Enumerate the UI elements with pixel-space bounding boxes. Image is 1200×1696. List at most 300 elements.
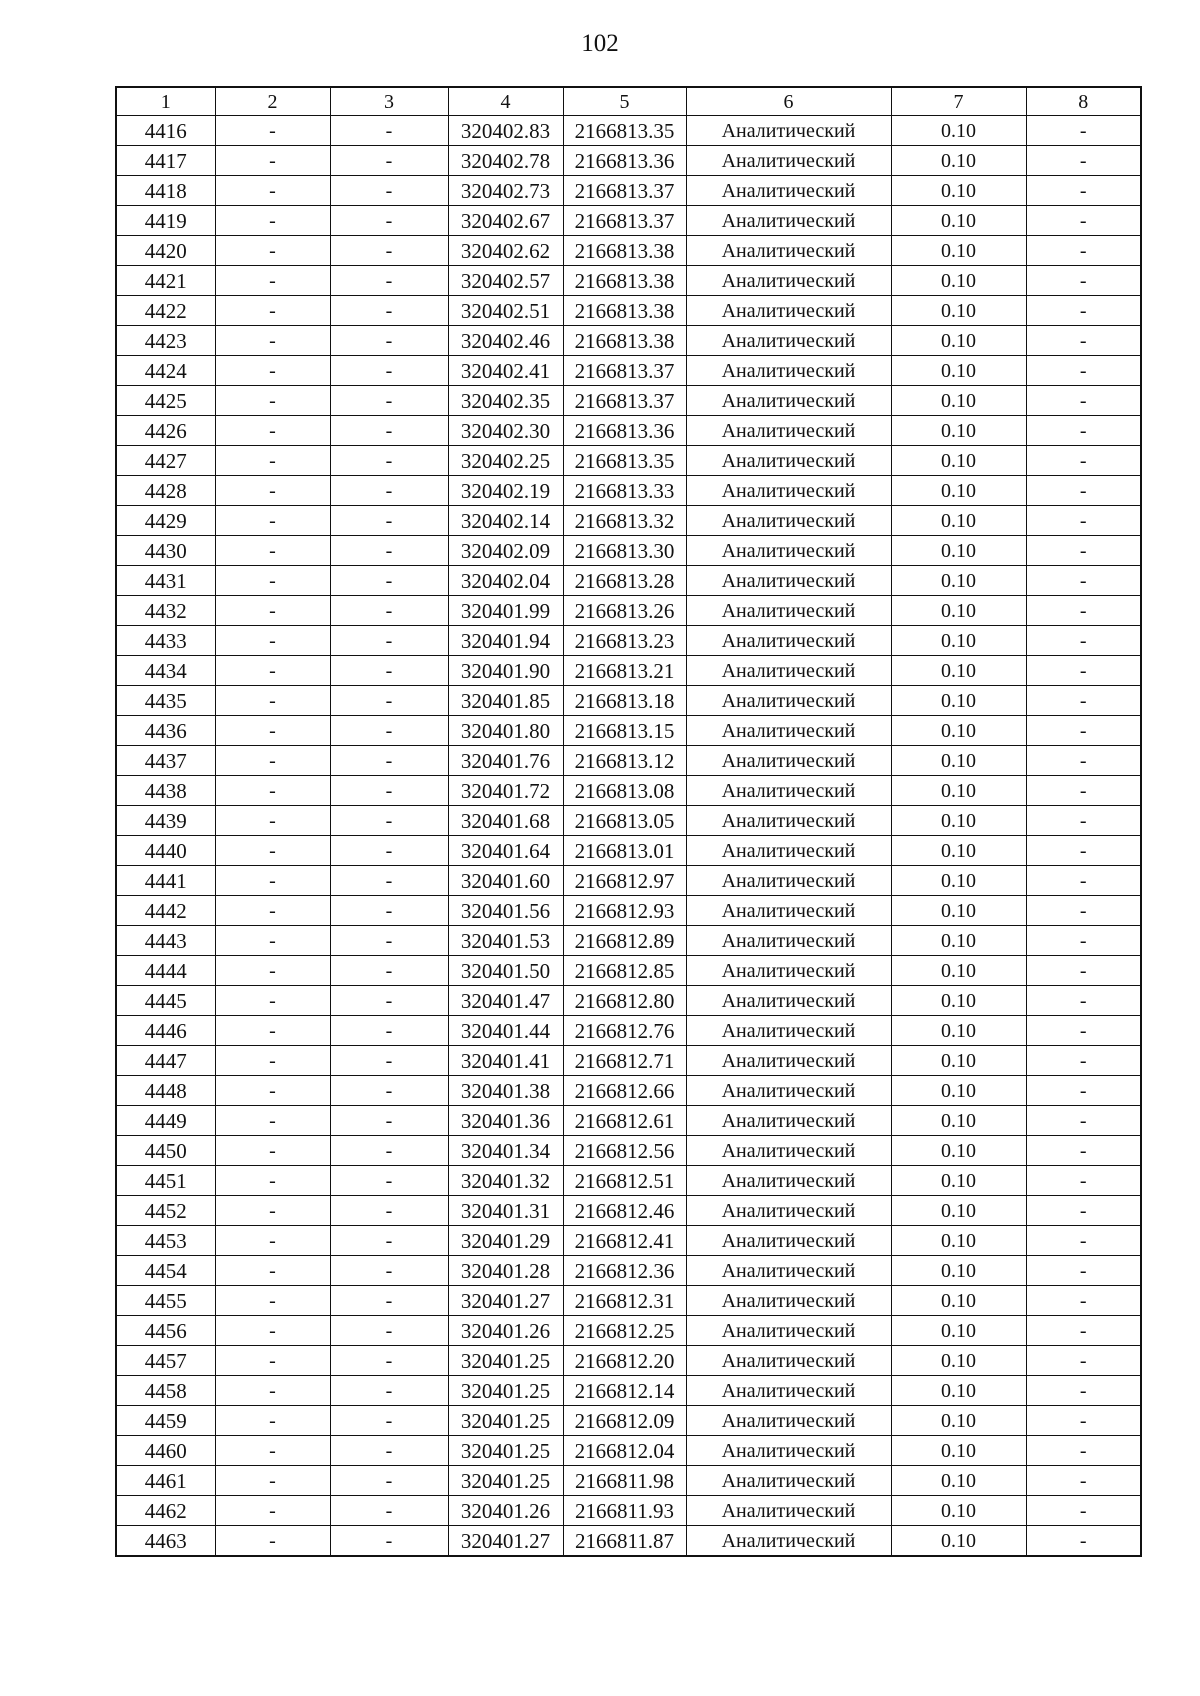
x-coordinate-cell: 320401.36 bbox=[448, 1106, 563, 1136]
x-coordinate-cell: 320401.60 bbox=[448, 866, 563, 896]
col-2-cell: - bbox=[215, 536, 330, 566]
table-row bbox=[116, 1106, 1141, 1136]
column-header-2: 2 bbox=[215, 87, 330, 116]
col-3-cell: - bbox=[330, 776, 448, 806]
page-number: 102 bbox=[581, 30, 619, 57]
col-8-cell: - bbox=[1026, 806, 1141, 836]
x-coordinate-cell: 320402.04 bbox=[448, 566, 563, 596]
point-number-cell: 4453 bbox=[116, 1226, 215, 1256]
col-8-cell: - bbox=[1026, 566, 1141, 596]
x-coordinate-cell: 320401.53 bbox=[448, 926, 563, 956]
x-coordinate-cell: 320401.27 bbox=[448, 1526, 563, 1557]
col-8-cell: - bbox=[1026, 176, 1141, 206]
table-row bbox=[116, 1346, 1141, 1376]
method-cell: Аналитический bbox=[686, 926, 891, 956]
method-cell: Аналитический bbox=[686, 1196, 891, 1226]
table-row bbox=[116, 506, 1141, 536]
y-coordinate-cell: 2166813.33 bbox=[563, 476, 686, 506]
table-row bbox=[116, 1196, 1141, 1226]
col-2-cell: - bbox=[215, 1286, 330, 1316]
col-8-cell: - bbox=[1026, 1286, 1141, 1316]
y-coordinate-cell: 2166813.38 bbox=[563, 266, 686, 296]
col-2-cell: - bbox=[215, 116, 330, 146]
col-3-cell: - bbox=[330, 1226, 448, 1256]
table-row bbox=[116, 896, 1141, 926]
point-number-cell: 4429 bbox=[116, 506, 215, 536]
col-2-cell: - bbox=[215, 1406, 330, 1436]
accuracy-cell: 0.10 bbox=[891, 746, 1026, 776]
x-coordinate-cell: 320401.28 bbox=[448, 1256, 563, 1286]
accuracy-cell: 0.10 bbox=[891, 596, 1026, 626]
method-cell: Аналитический bbox=[686, 356, 891, 386]
col-8-cell: - bbox=[1026, 686, 1141, 716]
point-number-cell: 4463 bbox=[116, 1526, 215, 1557]
column-header-7: 7 bbox=[891, 87, 1026, 116]
y-coordinate-cell: 2166813.35 bbox=[563, 116, 686, 146]
col-3-cell: - bbox=[330, 1046, 448, 1076]
col-3-cell: - bbox=[330, 926, 448, 956]
col-3-cell: - bbox=[330, 1376, 448, 1406]
point-number-cell: 4440 bbox=[116, 836, 215, 866]
col-8-cell: - bbox=[1026, 1076, 1141, 1106]
y-coordinate-cell: 2166813.05 bbox=[563, 806, 686, 836]
point-number-cell: 4445 bbox=[116, 986, 215, 1016]
method-cell: Аналитический bbox=[686, 1136, 891, 1166]
y-coordinate-cell: 2166813.38 bbox=[563, 296, 686, 326]
method-cell: Аналитический bbox=[686, 416, 891, 446]
x-coordinate-cell: 320401.85 bbox=[448, 686, 563, 716]
col-2-cell: - bbox=[215, 656, 330, 686]
y-coordinate-cell: 2166813.36 bbox=[563, 416, 686, 446]
accuracy-cell: 0.10 bbox=[891, 116, 1026, 146]
col-2-cell: - bbox=[215, 1046, 330, 1076]
y-coordinate-cell: 2166813.35 bbox=[563, 446, 686, 476]
table-row bbox=[116, 1076, 1141, 1106]
y-coordinate-cell: 2166811.93 bbox=[563, 1496, 686, 1526]
col-3-cell: - bbox=[330, 326, 448, 356]
method-cell: Аналитический bbox=[686, 626, 891, 656]
col-2-cell: - bbox=[215, 356, 330, 386]
col-2-cell: - bbox=[215, 1346, 330, 1376]
method-cell: Аналитический bbox=[686, 176, 891, 206]
col-3-cell: - bbox=[330, 296, 448, 326]
col-2-cell: - bbox=[215, 896, 330, 926]
method-cell: Аналитический bbox=[686, 956, 891, 986]
col-2-cell: - bbox=[215, 1166, 330, 1196]
col-8-cell: - bbox=[1026, 266, 1141, 296]
table-row bbox=[116, 446, 1141, 476]
method-cell: Аналитический bbox=[686, 1436, 891, 1466]
col-3-cell: - bbox=[330, 986, 448, 1016]
table-body bbox=[116, 116, 1141, 1557]
y-coordinate-cell: 2166812.36 bbox=[563, 1256, 686, 1286]
x-coordinate-cell: 320401.47 bbox=[448, 986, 563, 1016]
col-8-cell: - bbox=[1026, 986, 1141, 1016]
col-3-cell: - bbox=[330, 1256, 448, 1286]
point-number-cell: 4428 bbox=[116, 476, 215, 506]
col-3-cell: - bbox=[330, 836, 448, 866]
method-cell: Аналитический bbox=[686, 236, 891, 266]
table-row bbox=[116, 776, 1141, 806]
table-row bbox=[116, 986, 1141, 1016]
table-row bbox=[116, 1376, 1141, 1406]
method-cell: Аналитический bbox=[686, 776, 891, 806]
col-8-cell: - bbox=[1026, 1526, 1141, 1557]
table-row bbox=[116, 1136, 1141, 1166]
col-8-cell: - bbox=[1026, 416, 1141, 446]
point-number-cell: 4461 bbox=[116, 1466, 215, 1496]
x-coordinate-cell: 320401.99 bbox=[448, 596, 563, 626]
col-2-cell: - bbox=[215, 1466, 330, 1496]
col-3-cell: - bbox=[330, 1016, 448, 1046]
point-number-cell: 4417 bbox=[116, 146, 215, 176]
col-2-cell: - bbox=[215, 266, 330, 296]
table-row bbox=[116, 236, 1141, 266]
col-8-cell: - bbox=[1026, 1106, 1141, 1136]
point-number-cell: 4433 bbox=[116, 626, 215, 656]
col-3-cell: - bbox=[330, 1406, 448, 1436]
col-3-cell: - bbox=[330, 206, 448, 236]
accuracy-cell: 0.10 bbox=[891, 956, 1026, 986]
col-3-cell: - bbox=[330, 1466, 448, 1496]
method-cell: Аналитический bbox=[686, 206, 891, 236]
col-3-cell: - bbox=[330, 566, 448, 596]
col-8-cell: - bbox=[1026, 116, 1141, 146]
accuracy-cell: 0.10 bbox=[891, 986, 1026, 1016]
table-row bbox=[116, 836, 1141, 866]
table-row bbox=[116, 176, 1141, 206]
accuracy-cell: 0.10 bbox=[891, 686, 1026, 716]
point-number-cell: 4449 bbox=[116, 1106, 215, 1136]
y-coordinate-cell: 2166813.18 bbox=[563, 686, 686, 716]
col-3-cell: - bbox=[330, 716, 448, 746]
table-row bbox=[116, 206, 1141, 236]
y-coordinate-cell: 2166813.37 bbox=[563, 386, 686, 416]
accuracy-cell: 0.10 bbox=[891, 206, 1026, 236]
x-coordinate-cell: 320401.50 bbox=[448, 956, 563, 986]
col-3-cell: - bbox=[330, 1346, 448, 1376]
col-3-cell: - bbox=[330, 116, 448, 146]
y-coordinate-cell: 2166812.61 bbox=[563, 1106, 686, 1136]
y-coordinate-cell: 2166811.98 bbox=[563, 1466, 686, 1496]
col-3-cell: - bbox=[330, 806, 448, 836]
x-coordinate-cell: 320402.83 bbox=[448, 116, 563, 146]
col-8-cell: - bbox=[1026, 386, 1141, 416]
col-3-cell: - bbox=[330, 536, 448, 566]
point-number-cell: 4448 bbox=[116, 1076, 215, 1106]
point-number-cell: 4457 bbox=[116, 1346, 215, 1376]
table-row bbox=[116, 1226, 1141, 1256]
point-number-cell: 4418 bbox=[116, 176, 215, 206]
y-coordinate-cell: 2166813.38 bbox=[563, 236, 686, 266]
method-cell: Аналитический bbox=[686, 116, 891, 146]
col-2-cell: - bbox=[215, 566, 330, 596]
y-coordinate-cell: 2166813.01 bbox=[563, 836, 686, 866]
y-coordinate-cell: 2166812.04 bbox=[563, 1436, 686, 1466]
point-number-cell: 4436 bbox=[116, 716, 215, 746]
accuracy-cell: 0.10 bbox=[891, 146, 1026, 176]
col-8-cell: - bbox=[1026, 836, 1141, 866]
point-number-cell: 4450 bbox=[116, 1136, 215, 1166]
col-3-cell: - bbox=[330, 896, 448, 926]
point-number-cell: 4419 bbox=[116, 206, 215, 236]
table-row bbox=[116, 806, 1141, 836]
col-3-cell: - bbox=[330, 1196, 448, 1226]
col-8-cell: - bbox=[1026, 296, 1141, 326]
method-cell: Аналитический bbox=[686, 896, 891, 926]
col-8-cell: - bbox=[1026, 1376, 1141, 1406]
column-header-4: 4 bbox=[448, 87, 563, 116]
col-3-cell: - bbox=[330, 146, 448, 176]
col-8-cell: - bbox=[1026, 236, 1141, 266]
col-3-cell: - bbox=[330, 1106, 448, 1136]
x-coordinate-cell: 320401.44 bbox=[448, 1016, 563, 1046]
table-row bbox=[116, 596, 1141, 626]
method-cell: Аналитический bbox=[686, 1256, 891, 1286]
y-coordinate-cell: 2166812.93 bbox=[563, 896, 686, 926]
point-number-cell: 4426 bbox=[116, 416, 215, 446]
col-2-cell: - bbox=[215, 476, 330, 506]
table-row bbox=[116, 686, 1141, 716]
table-row bbox=[116, 386, 1141, 416]
method-cell: Аналитический bbox=[686, 1376, 891, 1406]
y-coordinate-cell: 2166813.21 bbox=[563, 656, 686, 686]
y-coordinate-cell: 2166812.20 bbox=[563, 1346, 686, 1376]
col-2-cell: - bbox=[215, 1496, 330, 1526]
point-number-cell: 4446 bbox=[116, 1016, 215, 1046]
col-3-cell: - bbox=[330, 1286, 448, 1316]
y-coordinate-cell: 2166813.15 bbox=[563, 716, 686, 746]
method-cell: Аналитический bbox=[686, 1526, 891, 1557]
col-3-cell: - bbox=[330, 386, 448, 416]
method-cell: Аналитический bbox=[686, 296, 891, 326]
table-row bbox=[116, 116, 1141, 146]
accuracy-cell: 0.10 bbox=[891, 1526, 1026, 1557]
col-8-cell: - bbox=[1026, 1406, 1141, 1436]
x-coordinate-cell: 320402.09 bbox=[448, 536, 563, 566]
col-8-cell: - bbox=[1026, 896, 1141, 926]
y-coordinate-cell: 2166812.66 bbox=[563, 1076, 686, 1106]
y-coordinate-cell: 2166813.30 bbox=[563, 536, 686, 566]
col-8-cell: - bbox=[1026, 1166, 1141, 1196]
col-8-cell: - bbox=[1026, 536, 1141, 566]
col-8-cell: - bbox=[1026, 1016, 1141, 1046]
table-row bbox=[116, 956, 1141, 986]
col-8-cell: - bbox=[1026, 326, 1141, 356]
x-coordinate-cell: 320402.35 bbox=[448, 386, 563, 416]
col-3-cell: - bbox=[330, 1136, 448, 1166]
table-row bbox=[116, 1316, 1141, 1346]
accuracy-cell: 0.10 bbox=[891, 836, 1026, 866]
col-2-cell: - bbox=[215, 1526, 330, 1557]
col-8-cell: - bbox=[1026, 1196, 1141, 1226]
col-3-cell: - bbox=[330, 236, 448, 266]
method-cell: Аналитический bbox=[686, 656, 891, 686]
x-coordinate-cell: 320401.26 bbox=[448, 1316, 563, 1346]
y-coordinate-cell: 2166813.08 bbox=[563, 776, 686, 806]
table-row bbox=[116, 1406, 1141, 1436]
y-coordinate-cell: 2166813.12 bbox=[563, 746, 686, 776]
col-8-cell: - bbox=[1026, 656, 1141, 686]
method-cell: Аналитический bbox=[686, 1226, 891, 1256]
y-coordinate-cell: 2166813.26 bbox=[563, 596, 686, 626]
column-header-8: 8 bbox=[1026, 87, 1141, 116]
point-number-cell: 4416 bbox=[116, 116, 215, 146]
column-header-6: 6 bbox=[686, 87, 891, 116]
method-cell: Аналитический bbox=[686, 1016, 891, 1046]
x-coordinate-cell: 320402.67 bbox=[448, 206, 563, 236]
accuracy-cell: 0.10 bbox=[891, 476, 1026, 506]
col-8-cell: - bbox=[1026, 1346, 1141, 1376]
accuracy-cell: 0.10 bbox=[891, 1346, 1026, 1376]
accuracy-cell: 0.10 bbox=[891, 1256, 1026, 1286]
table-row bbox=[116, 416, 1141, 446]
method-cell: Аналитический bbox=[686, 1106, 891, 1136]
point-number-cell: 4459 bbox=[116, 1406, 215, 1436]
col-2-cell: - bbox=[215, 1436, 330, 1466]
col-2-cell: - bbox=[215, 1136, 330, 1166]
method-cell: Аналитический bbox=[686, 476, 891, 506]
method-cell: Аналитический bbox=[686, 566, 891, 596]
y-coordinate-cell: 2166812.56 bbox=[563, 1136, 686, 1166]
table-row bbox=[116, 866, 1141, 896]
x-coordinate-cell: 320401.25 bbox=[448, 1346, 563, 1376]
x-coordinate-cell: 320402.19 bbox=[448, 476, 563, 506]
point-number-cell: 4447 bbox=[116, 1046, 215, 1076]
method-cell: Аналитический bbox=[686, 536, 891, 566]
point-number-cell: 4422 bbox=[116, 296, 215, 326]
x-coordinate-cell: 320401.25 bbox=[448, 1466, 563, 1496]
point-number-cell: 4423 bbox=[116, 326, 215, 356]
accuracy-cell: 0.10 bbox=[891, 806, 1026, 836]
table-row bbox=[116, 476, 1141, 506]
table-row bbox=[116, 1286, 1141, 1316]
col-2-cell: - bbox=[215, 1196, 330, 1226]
point-number-cell: 4431 bbox=[116, 566, 215, 596]
method-cell: Аналитический bbox=[686, 1346, 891, 1376]
table-row bbox=[116, 146, 1141, 176]
col-2-cell: - bbox=[215, 236, 330, 266]
col-8-cell: - bbox=[1026, 146, 1141, 176]
x-coordinate-cell: 320402.25 bbox=[448, 446, 563, 476]
col-3-cell: - bbox=[330, 626, 448, 656]
method-cell: Аналитический bbox=[686, 1496, 891, 1526]
y-coordinate-cell: 2166812.14 bbox=[563, 1376, 686, 1406]
col-3-cell: - bbox=[330, 176, 448, 206]
y-coordinate-cell: 2166812.76 bbox=[563, 1016, 686, 1046]
x-coordinate-cell: 320401.34 bbox=[448, 1136, 563, 1166]
y-coordinate-cell: 2166812.71 bbox=[563, 1046, 686, 1076]
col-2-cell: - bbox=[215, 776, 330, 806]
col-2-cell: - bbox=[215, 296, 330, 326]
x-coordinate-cell: 320401.68 bbox=[448, 806, 563, 836]
col-2-cell: - bbox=[215, 326, 330, 356]
col-8-cell: - bbox=[1026, 746, 1141, 776]
point-number-cell: 4438 bbox=[116, 776, 215, 806]
point-number-cell: 4451 bbox=[116, 1166, 215, 1196]
col-8-cell: - bbox=[1026, 866, 1141, 896]
table-row bbox=[116, 1466, 1141, 1496]
col-2-cell: - bbox=[215, 746, 330, 776]
y-coordinate-cell: 2166812.85 bbox=[563, 956, 686, 986]
method-cell: Аналитический bbox=[686, 506, 891, 536]
method-cell: Аналитический bbox=[686, 1286, 891, 1316]
accuracy-cell: 0.10 bbox=[891, 296, 1026, 326]
col-3-cell: - bbox=[330, 416, 448, 446]
method-cell: Аналитический bbox=[686, 866, 891, 896]
table-row bbox=[116, 626, 1141, 656]
col-3-cell: - bbox=[330, 686, 448, 716]
x-coordinate-cell: 320402.57 bbox=[448, 266, 563, 296]
x-coordinate-cell: 320402.73 bbox=[448, 176, 563, 206]
accuracy-cell: 0.10 bbox=[891, 1436, 1026, 1466]
point-number-cell: 4424 bbox=[116, 356, 215, 386]
x-coordinate-cell: 320401.25 bbox=[448, 1436, 563, 1466]
col-2-cell: - bbox=[215, 926, 330, 956]
col-3-cell: - bbox=[330, 1436, 448, 1466]
table-row bbox=[116, 1436, 1141, 1466]
col-8-cell: - bbox=[1026, 476, 1141, 506]
col-2-cell: - bbox=[215, 956, 330, 986]
col-2-cell: - bbox=[215, 1316, 330, 1346]
column-header-5: 5 bbox=[563, 87, 686, 116]
method-cell: Аналитический bbox=[686, 716, 891, 746]
coordinates-table bbox=[115, 86, 1142, 1557]
accuracy-cell: 0.10 bbox=[891, 536, 1026, 566]
y-coordinate-cell: 2166812.31 bbox=[563, 1286, 686, 1316]
y-coordinate-cell: 2166812.51 bbox=[563, 1166, 686, 1196]
table-row bbox=[116, 656, 1141, 686]
x-coordinate-cell: 320402.51 bbox=[448, 296, 563, 326]
col-3-cell: - bbox=[330, 956, 448, 986]
table-row bbox=[116, 1256, 1141, 1286]
col-2-cell: - bbox=[215, 1016, 330, 1046]
col-2-cell: - bbox=[215, 806, 330, 836]
point-number-cell: 4443 bbox=[116, 926, 215, 956]
table-header bbox=[116, 87, 1141, 116]
col-3-cell: - bbox=[330, 656, 448, 686]
col-3-cell: - bbox=[330, 1496, 448, 1526]
col-2-cell: - bbox=[215, 1256, 330, 1286]
method-cell: Аналитический bbox=[686, 986, 891, 1016]
x-coordinate-cell: 320402.78 bbox=[448, 146, 563, 176]
accuracy-cell: 0.10 bbox=[891, 266, 1026, 296]
table-row bbox=[116, 716, 1141, 746]
x-coordinate-cell: 320402.46 bbox=[448, 326, 563, 356]
point-number-cell: 4458 bbox=[116, 1376, 215, 1406]
point-number-cell: 4442 bbox=[116, 896, 215, 926]
accuracy-cell: 0.10 bbox=[891, 326, 1026, 356]
col-2-cell: - bbox=[215, 1376, 330, 1406]
col-3-cell: - bbox=[330, 446, 448, 476]
y-coordinate-cell: 2166813.37 bbox=[563, 176, 686, 206]
accuracy-cell: 0.10 bbox=[891, 776, 1026, 806]
point-number-cell: 4455 bbox=[116, 1286, 215, 1316]
accuracy-cell: 0.10 bbox=[891, 656, 1026, 686]
x-coordinate-cell: 320401.64 bbox=[448, 836, 563, 866]
x-coordinate-cell: 320401.76 bbox=[448, 746, 563, 776]
table-row bbox=[116, 1526, 1141, 1557]
accuracy-cell: 0.10 bbox=[891, 446, 1026, 476]
x-coordinate-cell: 320401.94 bbox=[448, 626, 563, 656]
accuracy-cell: 0.10 bbox=[891, 1046, 1026, 1076]
point-number-cell: 4420 bbox=[116, 236, 215, 266]
table-row bbox=[116, 926, 1141, 956]
point-number-cell: 4454 bbox=[116, 1256, 215, 1286]
point-number-cell: 4441 bbox=[116, 866, 215, 896]
col-8-cell: - bbox=[1026, 926, 1141, 956]
accuracy-cell: 0.10 bbox=[891, 1136, 1026, 1166]
